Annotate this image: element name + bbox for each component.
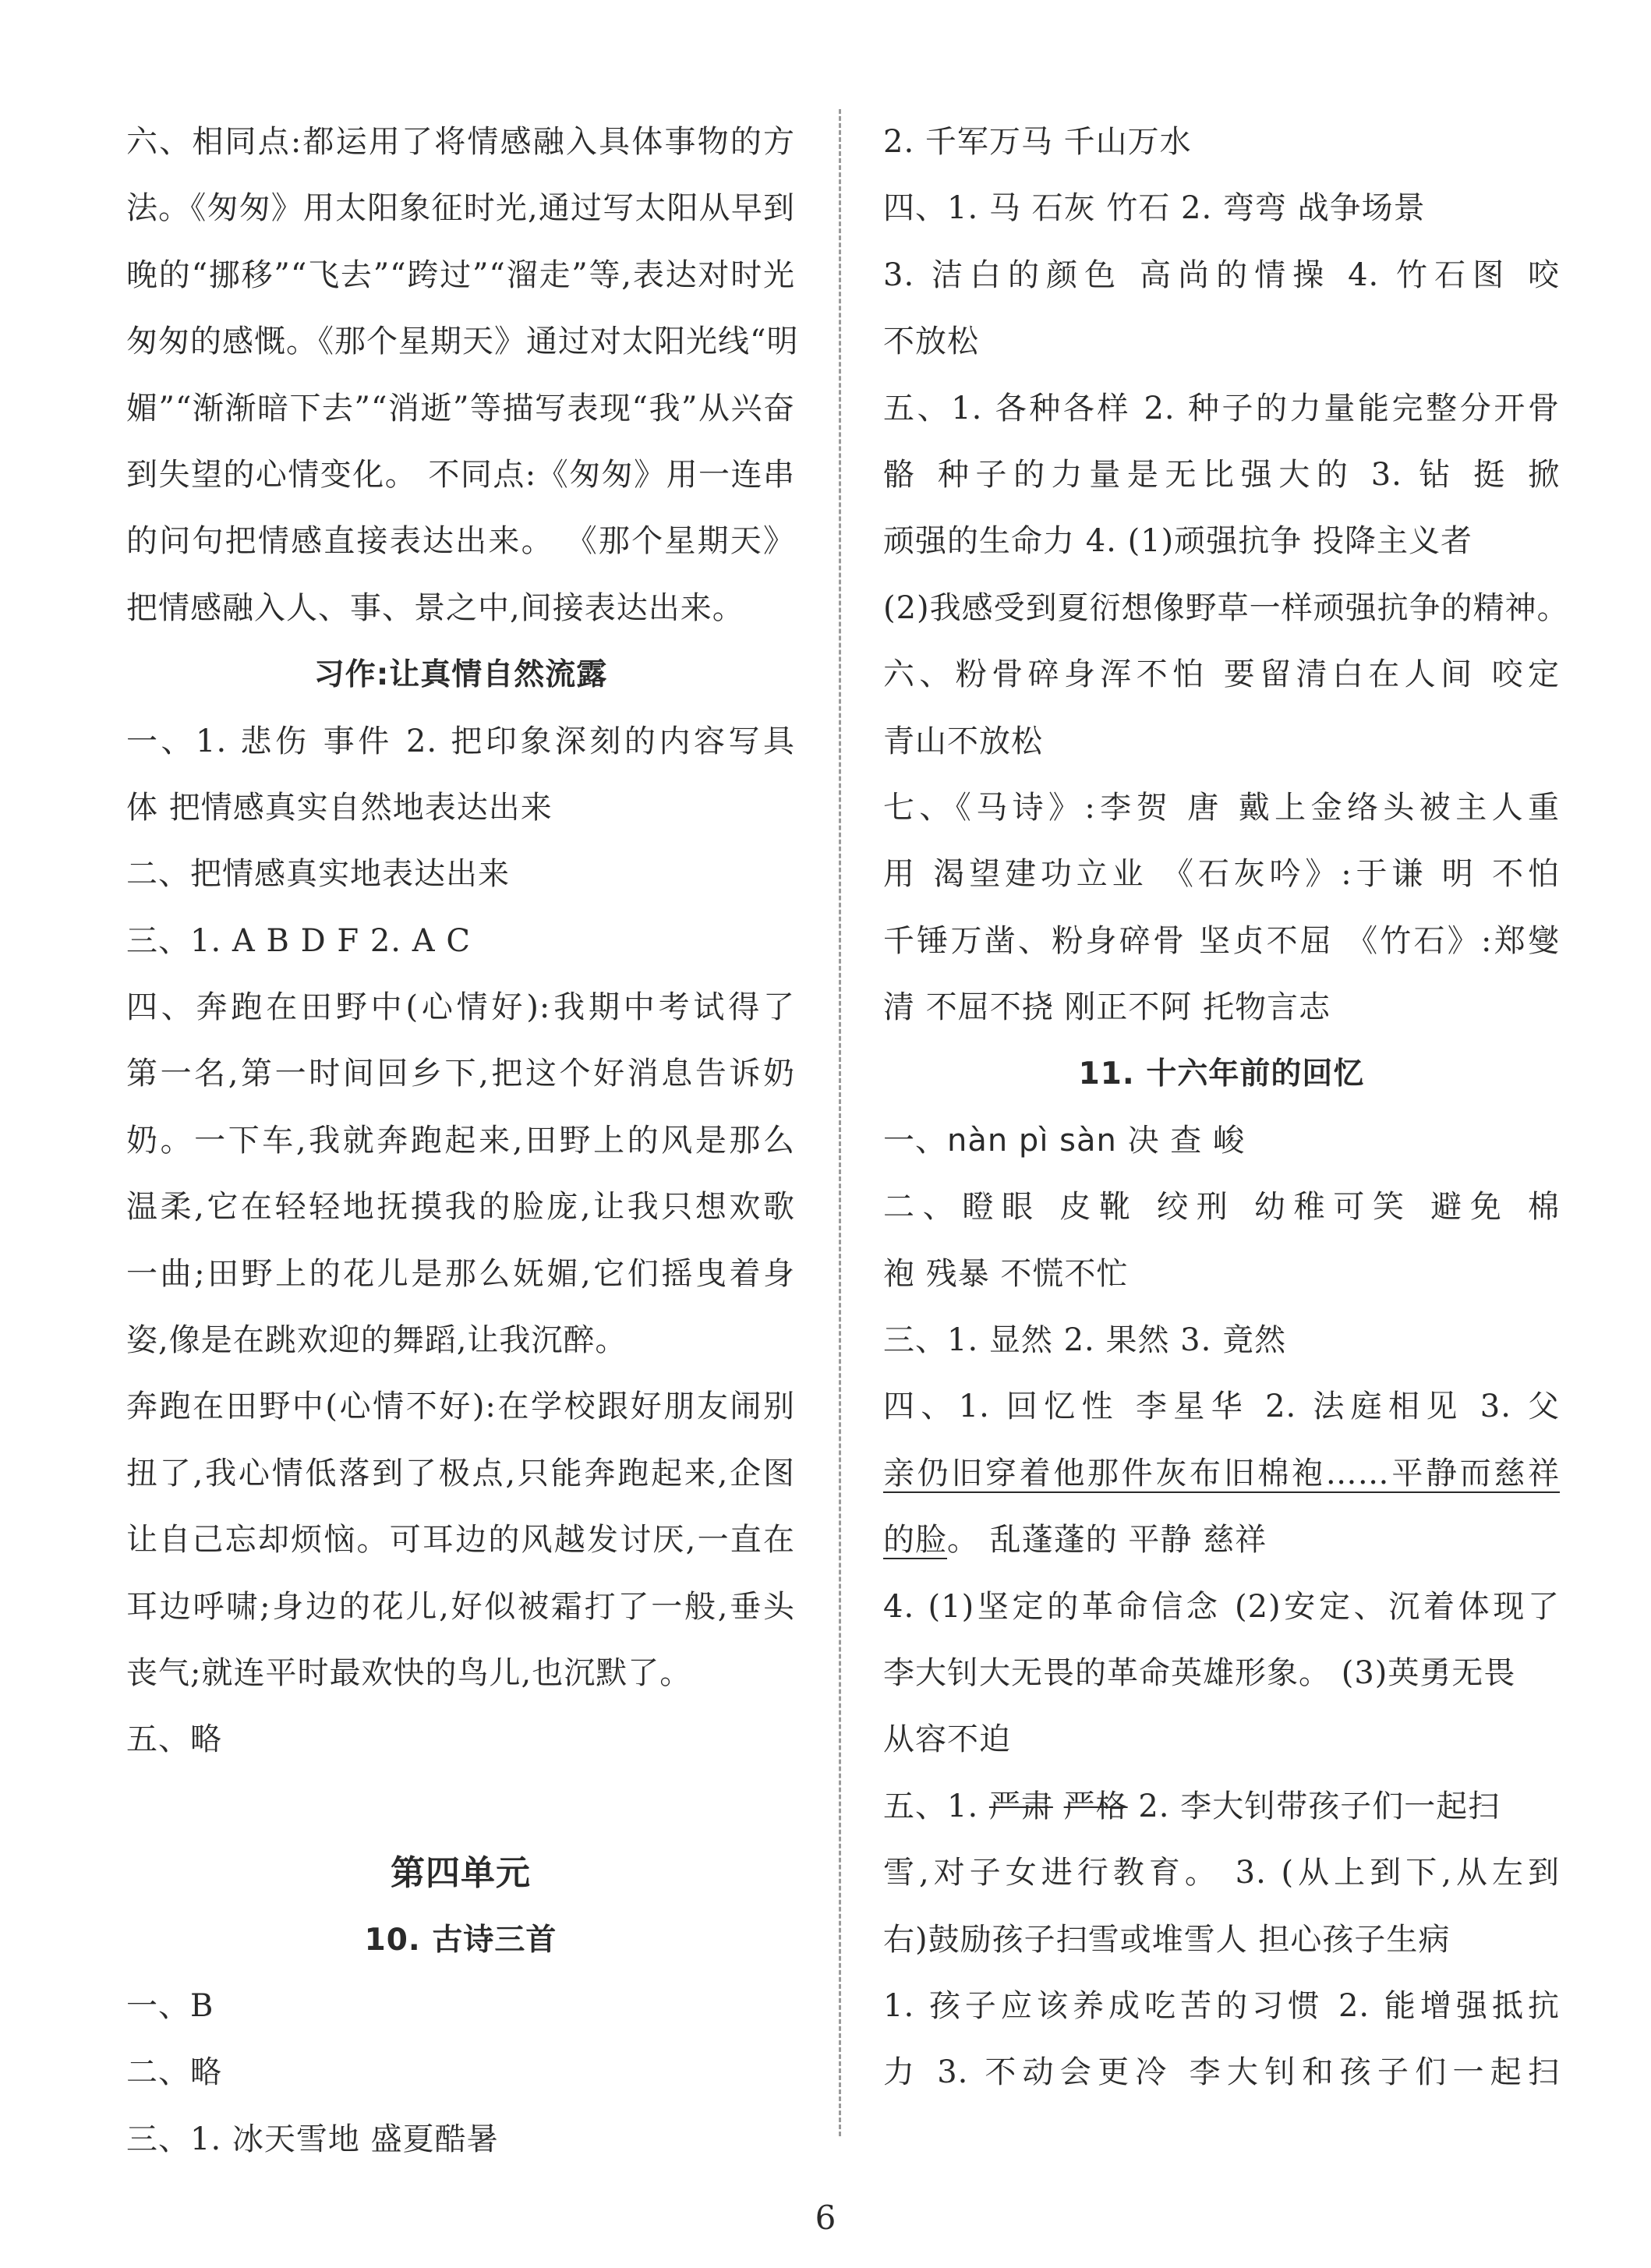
answer-line: 三、1. 显然 2. 果然 3. 竟然 [883,1322,1287,1359]
answer-line: 四、1. 回忆性 李星华 2. 法庭相见 3. 父 [883,1389,1560,1425]
struck-text: 严格 [1063,1788,1128,1824]
answer-line: 姿,像是在跳欢迎的舞蹈,让我沉醉。 [126,1322,628,1359]
left-column [126,109,799,2173]
answer-line: 丧气;就连平时最欢快的鸟儿,也沉默了。 [126,1654,692,1691]
answer-line: 第一名,第一时间回乡下,把这个好消息告诉奶 [126,1056,795,1092]
answer-line: 六、粉骨碎身浑不怕 要留清白在人间 咬定 [883,656,1560,693]
section-heading: 11. 十六年前的回忆 [1078,1056,1365,1092]
answer-line: 扭了,我心情低落到了极点,只能奔跑起来,企图 [126,1455,795,1491]
answer-line: 三、1. A B D F 2. A C [126,922,471,959]
answer-line: 不放松 [883,324,979,360]
answer-line: 一曲;田野上的花儿是那么妩媚,它们摇曳着身 [126,1255,795,1292]
answer-line: 二、把情感真实地表达出来 [126,856,510,893]
answer-line: 耳边呼啸;身边的花儿,好似被霜打了一般,垂头 [126,1588,795,1625]
answer-line: 右)鼓励孩子扫雪或堆雪人 担心孩子生病 [883,1921,1451,1958]
answer-line: 1. 孩子应该养成吃苦的习惯 2. 能增强抵抗 [883,1987,1560,2024]
answer-line: 体 把情感真实自然地表达出来 [126,789,553,826]
answer-line: 让自己忘却烦恼。可耳边的风越发讨厌,一直在 [126,1522,795,1559]
answer-line: 五、略 [126,1721,222,1758]
answer-line: 七、《马诗》:李贺 唐 戴上金络头被主人重 [883,789,1560,826]
pinyin-answer-line: 一、nàn pì sàn 决 查 峻 [883,1122,1245,1159]
answer-line: 二、瞪眼 皮靴 绞刑 幼稚可笑 避免 棉 [883,1189,1560,1226]
answer-line: 骼 种子的力量是无比强大的 3. 钻 挺 掀 [883,456,1560,493]
answer-line [883,1507,1560,1573]
answer-line: 二、略 [126,2054,222,2091]
answer-line: 四、1. 马 石灰 竹石 2. 弯弯 战争场景 [883,190,1426,227]
answer-line: 袍 残暴 不慌不忙 [883,1255,1129,1292]
answer-line: 顽强的生命力 4. (1)顽强抗争 投降主义者 [883,523,1472,560]
answer-line: 晚的“挪移”“飞去”“跨过”“溜走”等,表达对时光 [126,257,795,293]
line-text: 。 乱蓬蓬的 平静 慈祥 [947,1522,1267,1559]
answer-line: 三、1. 冰天雪地 盛夏酷暑 [126,2121,499,2157]
answer-line: 奔跑在田野中(心情不好):在学校跟好朋友闹别 [126,1389,795,1425]
answer-line: 一、B [126,1987,214,2024]
answer-line: 把情感融入人、事、景之中,间接表达出来。 [126,589,744,626]
answer-line: 用 渴望建功立业 《石灰吟》:于谦 明 不怕 [883,856,1560,893]
answer-line: 的问句把情感直接表达出来。 《那个星期天》 [126,523,795,560]
section-heading: 10. 古诗三首 [364,1922,557,1958]
underlined-answer-line: 亲仍旧穿着他那件灰布旧棉袍……平静而慈祥 [883,1455,1560,1491]
right-column [883,109,1569,2107]
answer-line: 一、1. 悲伤 事件 2. 把印象深刻的内容写具 [126,723,795,759]
answer-line: 五、1. 各种各样 2. 种子的力量能完整分开骨 [883,390,1560,426]
unit-heading: 第四单元 [391,1853,531,1894]
underlined-text: 的脸 [883,1522,947,1559]
answer-line [883,1774,1560,1840]
answer-line: 4. (1)坚定的革命信念 (2)安定、沉着体现了 [883,1588,1560,1625]
answer-line: 温柔,它在轻轻地抚摸我的脸庞,让我只想欢歌 [126,1189,795,1226]
page-number: 6 [815,2199,836,2237]
answer-line: 千锤万凿、粉身碎骨 坚贞不屈 《竹石》:郑燮 [883,922,1560,959]
answer-line: 媚”“渐渐暗下去”“消逝”等描写表现“我”从兴奋 [126,390,795,426]
answer-line: 3. 洁白的颜色 高尚的情操 4. 竹石图 咬 [883,257,1560,293]
answer-line: 雪,对子女进行教育。 3. (从上到下,从左到 [883,1855,1560,1891]
answer-line: 到失望的心情变化。 不同点:《匆匆》用一连串 [126,456,795,493]
section-heading: 习作:让真情自然流露 [313,657,608,693]
answer-line: 青山不放松 [883,723,1043,759]
answer-line: 2. 千军万马 千山万水 [883,124,1192,160]
answer-line: 法。《匆匆》用太阳象征时光,通过写太阳从早到 [126,190,795,227]
line-text: 2. 李大钊带孩子们一起扫 [1127,1788,1501,1824]
answer-line: (2)我感受到夏衍想像野草一样顽强抗争的精神。 [883,589,1569,626]
answer-line: 奶。一下车,我就奔跑起来,田野上的风是那么 [126,1122,795,1159]
answer-line: 从容不迫 [883,1721,1011,1758]
spacer [126,1774,795,1840]
answer-line: 力 3. 不动会更冷 李大钊和孩子们一起扫 [883,2054,1560,2091]
answer-line: 匆匆的感慨。《那个星期天》通过对太阳光线“明 [126,324,799,360]
answer-line: 清 不屈不挠 刚正不阿 托物言志 [883,989,1331,1026]
answer-line: 李大钊大无畏的革命英雄形象。 (3)英勇无畏 [883,1654,1516,1691]
line-text: 五、1. [883,1788,989,1824]
answer-line: 四、奔跑在田野中(心情好):我期中考试得了 [126,989,795,1026]
answer-line: 六、相同点:都运用了将情感融入具体事物的方 [126,124,795,160]
struck-text: 严肃 [988,1788,1053,1824]
column-divider [839,109,841,2136]
